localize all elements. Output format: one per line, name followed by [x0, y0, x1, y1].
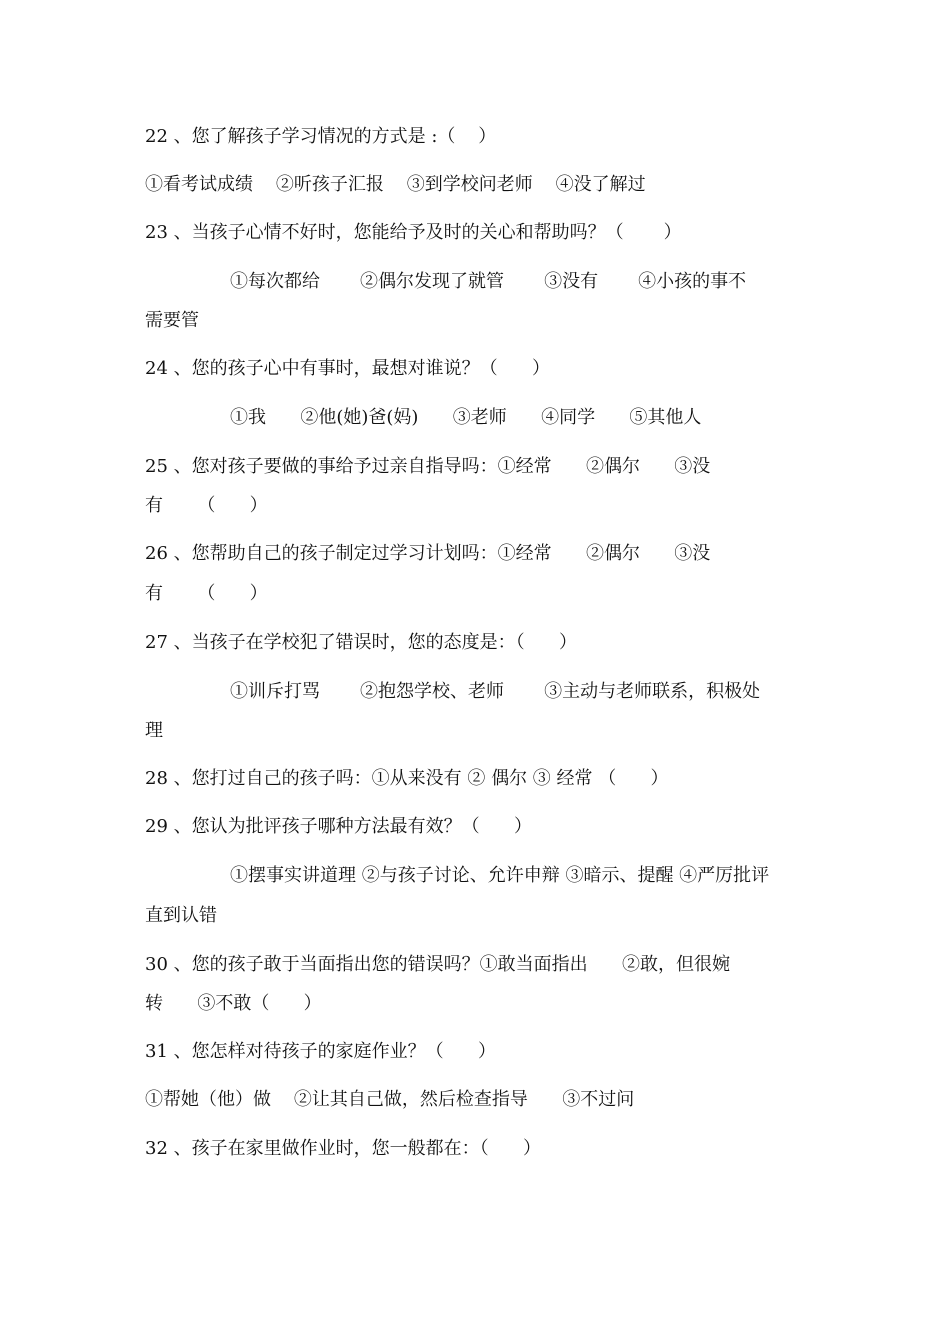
options-22: ①看考试成绩 ②听孩子汇报 ③到学校问老师 ④没了解过	[145, 174, 646, 195]
question-25-cont: 有 （ ）	[145, 495, 268, 516]
question-28: 28 、您打过自己的孩子吗：①从来没有 ② 偶尔 ③ 经常 （ ）	[145, 768, 669, 789]
question-27: 27 、当孩子在学校犯了错误时，您的态度是：（ ）	[145, 632, 577, 653]
question-30-cont: 转 ③不敢（ ）	[145, 993, 322, 1014]
question-32: 32 、孩子在家里做作业时，您一般都在：（ ）	[145, 1138, 541, 1159]
options-29-cont: 直到认错	[145, 905, 217, 926]
question-30: 30 、您的孩子敢于当面指出您的错误吗？①敢当面指出 ②敢，但很婉	[145, 954, 730, 975]
question-23: 23 、当孩子心情不好时，您能给予及时的关心和帮助吗？（ ）	[145, 222, 682, 243]
question-29: 29 、您认为批评孩子哪种方法最有效？（ ）	[145, 816, 532, 837]
question-24: 24 、您的孩子心中有事时，最想对谁说？（ ）	[145, 358, 550, 379]
options-23: ①每次都给 ②偶尔发现了就管 ③没有 ④小孩的事不	[230, 271, 747, 292]
question-26: 26 、您帮助自己的孩子制定过学习计划吗：①经常 ②偶尔 ③没	[145, 543, 711, 564]
question-31: 31 、您怎样对待孩子的家庭作业？（ ）	[145, 1041, 496, 1062]
question-22: 22 、您了解孩子学习情况的方式是 :（ ）	[145, 126, 497, 147]
options-31: ①帮她（他）做 ②让其自己做，然后检查指导 ③不过问	[145, 1089, 635, 1110]
options-23-cont: 需要管	[145, 310, 199, 331]
question-26-cont: 有 （ ）	[145, 583, 268, 604]
question-25: 25 、您对孩子要做的事给予过亲自指导吗：①经常 ②偶尔 ③没	[145, 456, 711, 477]
options-24: ①我 ②他(她)爸(妈) ③老师 ④同学 ⑤其他人	[230, 407, 702, 428]
options-27-cont: 理	[145, 720, 163, 741]
options-27: ①训斥打骂 ②抱怨学校、老师 ③主动与老师联系，积极处	[230, 681, 761, 702]
options-29: ①摆事实讲道理 ②与孩子讨论、允许申辩 ③暗示、提醒 ④严厉批评	[230, 865, 770, 886]
